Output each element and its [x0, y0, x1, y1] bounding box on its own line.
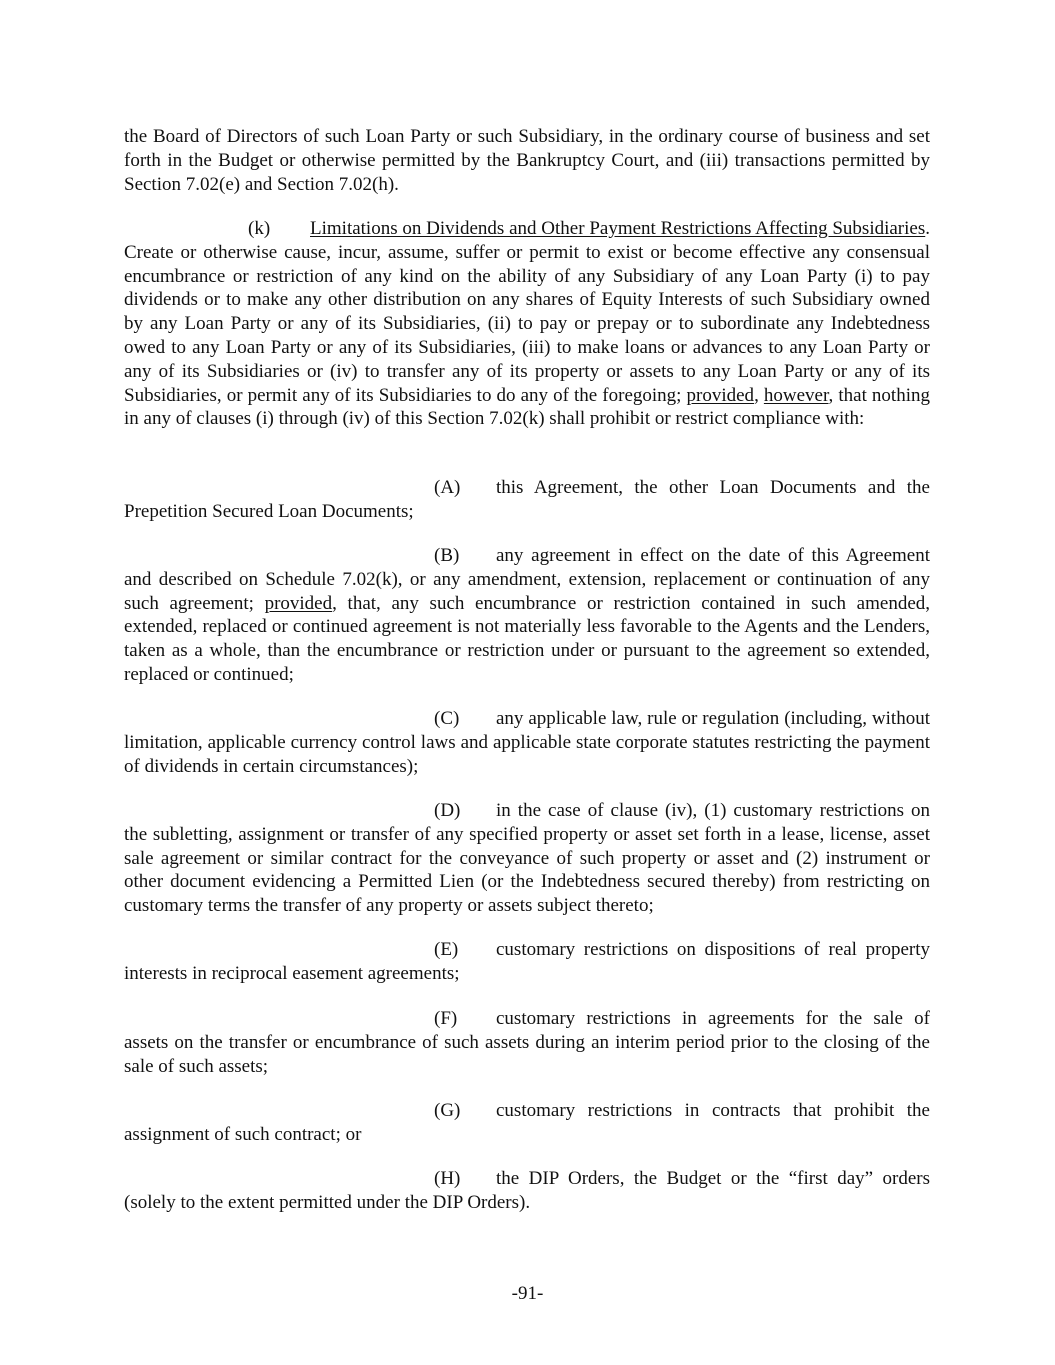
section-k-label: (k) [248, 218, 271, 239]
provided-term: provided [686, 384, 755, 406]
clause-text: any applicable law, rule or regulation (including, without limitation, applicable currency control laws and applicable state corporate statutes restricting the payment of dividends in certain circumstances); [124, 708, 930, 777]
however-term: however [763, 384, 829, 406]
clause-label: (F) [434, 1008, 458, 1029]
clause-label: (C) [434, 708, 460, 729]
clause-d [124, 799, 930, 918]
section-k-body-part1: Create or otherwise cause, incur, assume, suffer or permit to exist or become effective any consensual encumbrance or restriction of any kind on the ability of any Subsidiary of any Loan Party (i) to pay dividends or to make any other distribution on any shares of Equity Interests of such Subsidiary owned by any Loan Party or any of its Subsidiaries, (ii) to pay or prepay or to subordinate any Indebtedness owed to any Loan Party or any of its Subsidiaries, (iii) to make loans or advances to any Loan Party or any of its Subsidiaries or (iv) to transfer any of its property or assets to any Loan Party or any of its Subsidiaries, or permit any of its Subsidiaries to do any of the foregoing; [124, 241, 930, 406]
section-k-heading-period: . [925, 218, 930, 239]
clause-g [124, 1099, 930, 1147]
clause-h [124, 1167, 930, 1215]
section-k-body-part2: , that nothing in any of clauses (i) through (iv) of this Section 7.02(k) shall prohibit or restrict compliance with: [124, 384, 930, 430]
page-number: -91- [511, 1283, 544, 1304]
clause-b [124, 544, 930, 687]
clause-c [124, 707, 930, 778]
clause-label: (B) [434, 545, 460, 566]
clause-text: customary restrictions in agreements for the sale of assets on the transfer or encumbrance of such assets during an interim period prior to the closing of the sale of such assets; [124, 1008, 930, 1077]
clause-a [124, 476, 930, 524]
clause-label: (A) [434, 477, 461, 498]
continuation-paragraph: the Board of Directors of such Loan Party or such Subsidiary, in the ordinary course of business and set forth in the Budget or otherwise permitted by the Bankruptcy Court, and (iii) transactions permitted by Section 7.02(e) and Section 7.02(h). [124, 126, 930, 195]
clause-label: (E) [434, 939, 459, 960]
clause-text: customary restrictions in contracts that prohibit the assignment of such contract; or [124, 1100, 930, 1145]
clause-text: customary restrictions on dispositions of real property interests in reciprocal easement agreements; [124, 939, 930, 984]
clause-label: (D) [434, 800, 461, 821]
clause-label: (G) [434, 1100, 461, 1121]
section-k-paragraph [124, 217, 930, 431]
clause-text: the DIP Orders, the Budget or the “first day” orders (solely to the extent permitted under the DIP Orders). [124, 1168, 930, 1213]
provided-term: provided [264, 592, 333, 614]
clause-text: this Agreement, the other Loan Documents and the Prepetition Secured Loan Documents; [124, 477, 930, 522]
section-k-heading: Limitations on Dividends and Other Payment Restrictions Affecting Subsidiaries [310, 218, 926, 239]
clause-text-part2: , that, any such encumbrance or restriction contained in such amended, extended, replaced or continued agreement is not materially less favorable to the Agents and the Lenders, taken as a whole, than the encumbrance or restriction under or pursuant to the agreement so extended, replaced or continued; [124, 592, 931, 685]
clause-e [124, 938, 930, 986]
clause-f [124, 1007, 930, 1078]
clause-label: (H) [434, 1168, 461, 1189]
comma: , [754, 384, 764, 406]
clause-text-part1: any agreement in effect on the date of this Agreement and described on Schedule 7.02(k), or any amendment, extension, replacement or continuation of any such agreement; [124, 545, 930, 614]
clause-text: in the case of clause (iv), (1) customary restrictions on the subletting, assignment or transfer of any specified property or asset set forth in a lease, license, asset sale agreement or similar contract for the conveyance of such property or asset and (2) instrument or other document evidencing a Permitted Lien (or the Indebtedness secured thereby) from restricting on customary terms the transfer of any property or assets subject thereto; [124, 800, 930, 917]
